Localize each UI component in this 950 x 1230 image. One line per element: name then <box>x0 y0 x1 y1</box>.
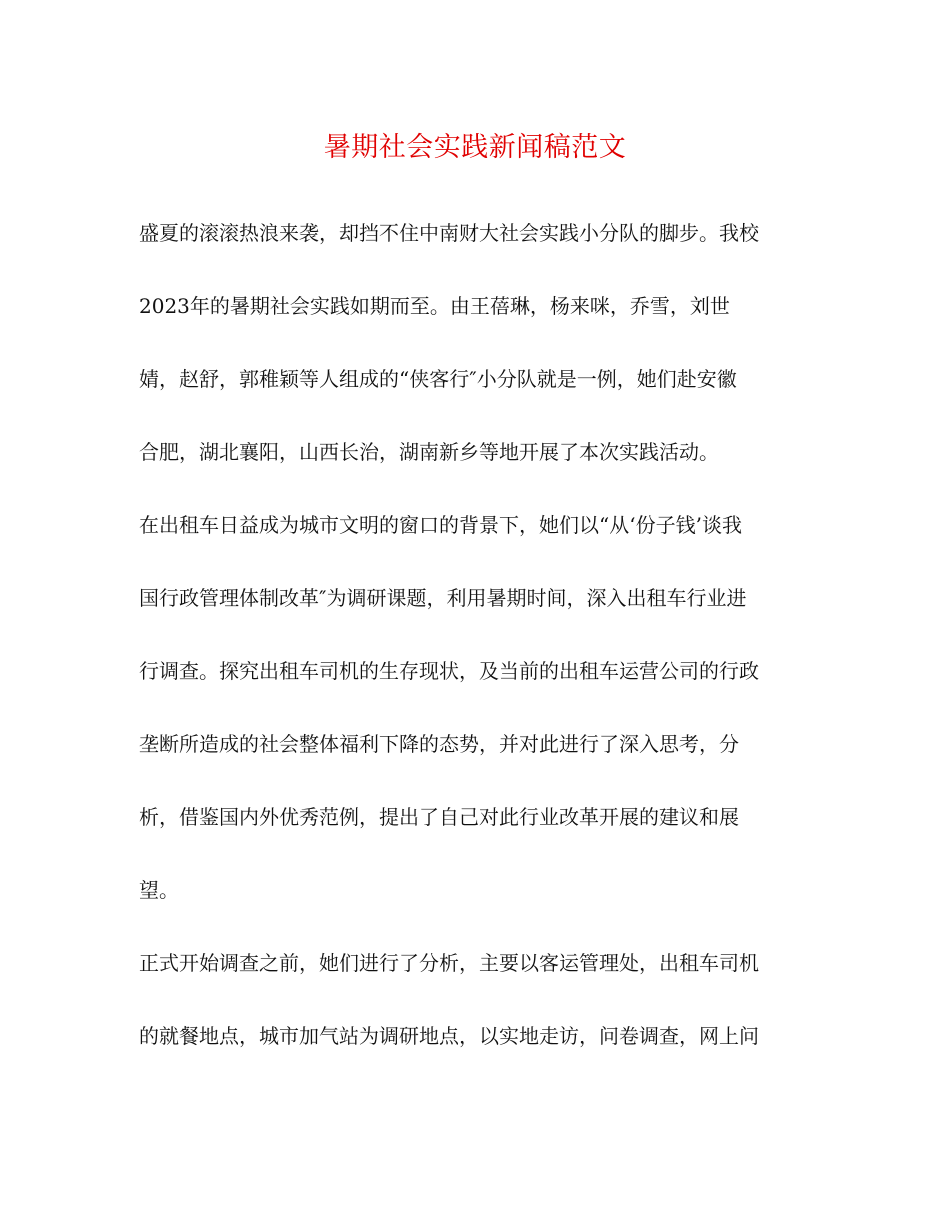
document-title: 暑期社会实践新闻稿范文 <box>323 132 627 163</box>
paragraph-line: 婧，赵舒，郭稚颖等人组成的“侠客行″小分队就是一例，她们赴安徽 <box>139 367 737 391</box>
paragraph-line: 析，借鉴国内外优秀范例，提出了自己对此行业改革开展的建议和展 <box>139 805 739 829</box>
paragraph-line: 盛夏的滚滚热浪来袭，却挡不住中南财大社会实践小分队的脚步。我校 <box>139 221 759 245</box>
paragraph-line: 2023年的暑期社会实践如期而至。由王蓓琳，杨来咪，乔雪，刘世 <box>139 294 730 318</box>
paragraph-line: 正式开始调查之前，她们进行了分析，主要以客运管理处，出租车司机 <box>139 951 759 975</box>
paragraph-line: 合肥，湖北襄阳，山西长治，湖南新乡等地开展了本次实践活动。 <box>139 440 719 464</box>
paragraph-line: 国行政管理体制改革″为调研课题，利用暑期时间，深入出租车行业进 <box>139 586 747 610</box>
paragraph-line: 的就餐地点，城市加气站为调研地点，以实地走访，问卷调查，网上问 <box>139 1024 759 1048</box>
paragraph-line: 行调查。探究出租车司机的生存现状，及当前的出租车运营公司的行政 <box>139 659 759 683</box>
paragraph-line: 在出租车日益成为城市文明的窗口的背景下，她们以“从‘份子钱’谈我 <box>139 513 742 537</box>
paragraph-line: 望。 <box>139 878 179 902</box>
paragraph-line: 垄断所造成的社会整体福利下降的态势，并对此进行了深入思考，分 <box>139 732 739 756</box>
